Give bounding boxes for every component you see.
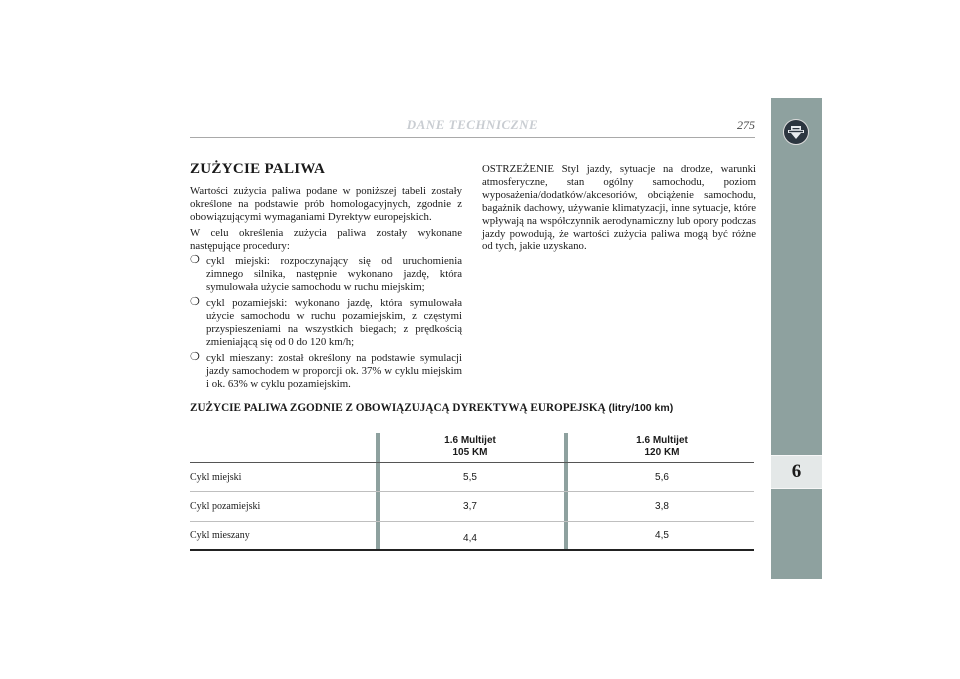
- list-item: [190, 352, 462, 391]
- section-title: DANE TECHNICZNE: [406, 117, 539, 132]
- table-unit: (litry/100 km): [608, 402, 674, 414]
- row-label-combined: Cykl mieszany: [190, 530, 250, 541]
- table-title-text: ZUŻYCIE PALIWA ZGODNIE Z OBOWIĄZUJĄCĄ DYREKTYWĄ EUROPEJSKĄ: [190, 402, 606, 414]
- row-label-urban: Cykl miejski: [190, 472, 242, 483]
- table-bottom-rule: [190, 549, 754, 551]
- list-item-text: cykl pozamiejski: wykonano jazdę, która symulowała użycie samochodu w ruchu pozamiejskim, z częstymi przyspieszeniami na wszystkich biegach; z prędkością zmieniającą się od 0 do 120 km/h;: [206, 297, 462, 348]
- page-header: [190, 117, 755, 138]
- table-cell: 3,7: [463, 501, 477, 512]
- row-separator: [190, 491, 754, 492]
- right-column: [482, 163, 756, 256]
- page-number: 275: [737, 118, 755, 132]
- table-title: [190, 402, 756, 414]
- section-heading: ZUŻYCIE PALIWA: [190, 161, 326, 177]
- column-divider: [376, 433, 380, 551]
- list-item: [190, 297, 462, 349]
- column-header-line: 105 KM: [452, 446, 488, 458]
- column-header-120km: [582, 435, 742, 458]
- table-cell: 3,8: [655, 501, 669, 512]
- chapter-sidebar: [771, 98, 822, 579]
- column-divider: [564, 433, 568, 551]
- column-header-line: 1.6 Multijet: [636, 435, 688, 446]
- header-separator: [190, 462, 754, 463]
- table-cell: 4,5: [655, 530, 669, 541]
- circle-bullet-icon: ❍: [190, 296, 200, 309]
- table-cell: 4,4: [463, 533, 477, 544]
- column-header-line: 1.6 Multijet: [444, 435, 496, 446]
- procedure-list: [190, 255, 462, 390]
- consumption-table: [190, 433, 754, 551]
- lancia-logo-icon: [783, 119, 809, 145]
- chapter-tab-6[interactable]: 6: [771, 455, 822, 489]
- warning-paragraph: OSTRZEŻENIE Styl jazdy, sytuacje na drodze, warunki atmosferyczne, stan ogólny samochodu, poziom wyposażenia/dodatków/akcesoriów, obciążenie samochodu, bagażnik dachowy, używanie klimatyzacji, inne sytuacje, które wpływają na współczynnik aerodynamiczny lub opory podczas jazdy powodują, że wartości zużycia paliwa mogą być różne od tych, jakie uzyskano.: [482, 163, 756, 253]
- list-item: [190, 255, 462, 294]
- row-separator: [190, 521, 754, 522]
- circle-bullet-icon: ❍: [190, 350, 200, 363]
- intro-paragraph: Wartości zużycia paliwa podane w poniższej tabeli zostały określone na podstawie prób homologacyjnych, zgodnie z obowiązującymi wymaganiami Dyrektyw europejskich.: [190, 184, 462, 223]
- list-item-text: cykl miejski: rozpoczynający się od uruchomienia zimnego silnika, następnie wykonano jazdę, która symulowała użycie samochodu w ruchu miejskim;: [206, 255, 462, 294]
- list-item-text: cykl mieszany: został określony na podstawie symulacji jazdy samochodem w proporcji ok. 37% w cyklu miejskim i ok. 63% w cyklu pozamiejskim.: [206, 351, 462, 390]
- table-cell: 5,5: [463, 472, 477, 483]
- procedure-paragraph: W celu określenia zużycia paliwa zostały wykonane następujące procedury:: [190, 226, 462, 252]
- circle-bullet-icon: ❍: [190, 254, 200, 267]
- column-header-line: 120 KM: [644, 446, 680, 458]
- column-header-105km: [390, 435, 550, 458]
- table-cell: 5,6: [655, 472, 669, 483]
- row-label-extra-urban: Cykl pozamiejski: [190, 501, 261, 512]
- left-column: [190, 163, 462, 394]
